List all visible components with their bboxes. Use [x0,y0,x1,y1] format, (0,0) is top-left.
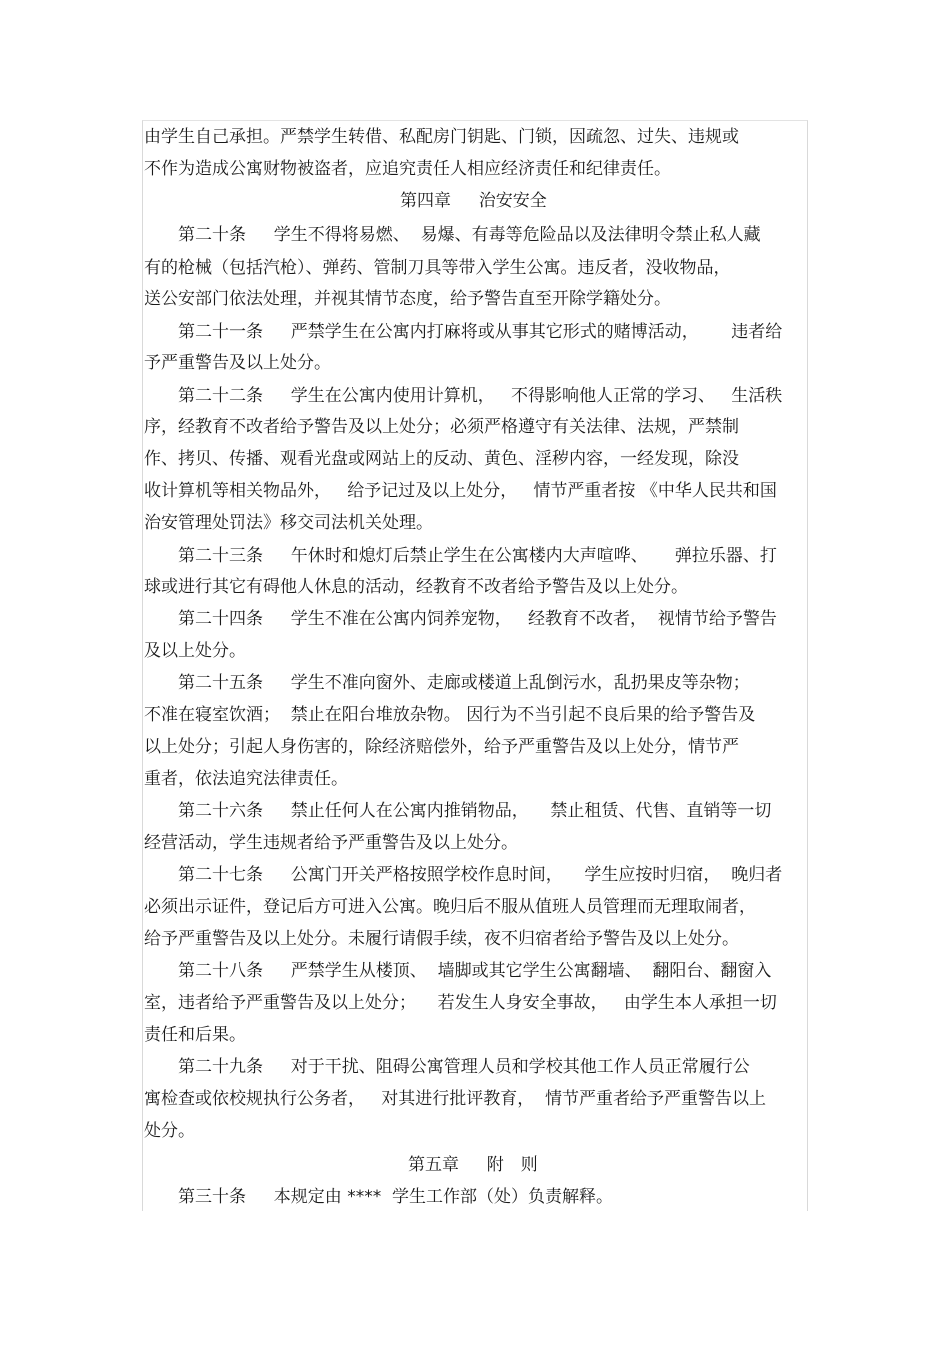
article-line: 第二十六条 禁止任何人在公寓内推销物品， 禁止租赁、代售、直销等一切 [144,801,772,821]
article-line: 第二十七条 公寓门开关严格按照学校作息时间， 学生应按时归宿， 晚归者 [144,865,783,885]
article-line: 第三十条 本规定由 **** 学生工作部（处）负责解释。 [144,1187,614,1207]
text-line: 以上处分；引起人身伤害的，除经济赔偿外，给予严重警告及以上处分，情节严 [144,737,739,757]
article-line: 第二十八条 严禁学生从楼顶、 墙脚或其它学生公寓翻墙、 翻阳台、翻窗入 [144,961,772,981]
article-line: 第二十条 学生不得将易燃、 易爆、有毒等危险品以及法律明令禁止私人藏 [144,225,761,245]
text-line: 及以上处分。 [144,641,246,661]
text-line: 责任和后果。 [144,1025,246,1045]
page-frame [142,120,808,1211]
article-line: 第二十二条 学生在公寓内使用计算机， 不得影响他人正常的学习、 生活秩 [144,386,783,406]
text-line: 作、拷贝、传播、观看光盘或网站上的反动、黄色、淫秽内容，一经发现，除没 [144,449,739,469]
text-line: 收计算机等相关物品外， 给予记过及以上处分， 情节严重者按 《中华人民共和国 [144,481,777,501]
article-line: 第二十四条 学生不准在公寓内饲养宠物， 经教育不改者， 视情节给予警告 [144,609,777,629]
text-line: 室，违者给予严重警告及以上处分； 若发生人身安全事故， 由学生本人承担一切 [144,993,777,1013]
chapter-heading: 第四章 治安安全 [400,191,547,211]
article-line: 第二十九条 对于干扰、阻碍公寓管理人员和学校其他工作人员正常履行公 [144,1057,750,1077]
text-line: 必须出示证件，登记后方可进入公寓。晚归后不服从值班人员管理而无理取闹者， [144,897,756,917]
text-line: 送公安部门依法处理，并视其情节态度，给予警告直至开除学籍处分。 [144,289,671,309]
text-line: 有的枪械（包括汽枪）、弹药、管制刀具等带入学生公寓。违反者，没收物品， [144,258,731,278]
text-line: 不作为造成公寓财物被盗者，应追究责任人相应经济责任和纪律责任。 [144,159,671,179]
text-line: 寓检查或依校规执行公务者， 对其进行批评教育， 情节严重者给予严重警告以上 [144,1089,767,1109]
text-line: 序，经教育不改者给予警告及以上处分；必须严格遵守有关法律、法规，严禁制 [144,417,739,437]
article-line: 第二十三条 午休时和熄灯后禁止学生在公寓楼内大声喧哗、 弹拉乐器、打 [144,546,777,566]
text-line: 处分。 [144,1121,195,1141]
text-line: 给予严重警告及以上处分。未履行请假手续，夜不归宿者给予警告及以上处分。 [144,929,739,949]
article-line: 第二十五条 学生不准向窗外、走廊或楼道上乱倒污水，乱扔果皮等杂物； [144,673,750,693]
text-line: 球或进行其它有碍他人休息的活动，经教育不改者给予警告及以上处分。 [144,577,688,597]
text-line: 由学生自己承担。严禁学生转借、私配房门钥匙、门锁，因疏忽、过失、违规或 [144,127,739,147]
text-line: 治安管理处罚法》移交司法机关处理。 [144,513,433,533]
text-line: 予严重警告及以上处分。 [144,353,331,373]
text-line: 重者，依法追究法律责任。 [144,769,348,789]
chapter-heading: 第五章 附 则 [408,1155,538,1175]
text-line: 经营活动，学生违规者给予严重警告及以上处分。 [144,833,518,853]
article-line: 第二十一条 严禁学生在公寓内打麻将或从事其它形式的赌博活动， 违者给 [144,322,783,342]
text-line: 不准在寝室饮酒； 禁止在阳台堆放杂物。 因行为不当引起不良后果的给予警告及 [144,705,756,725]
